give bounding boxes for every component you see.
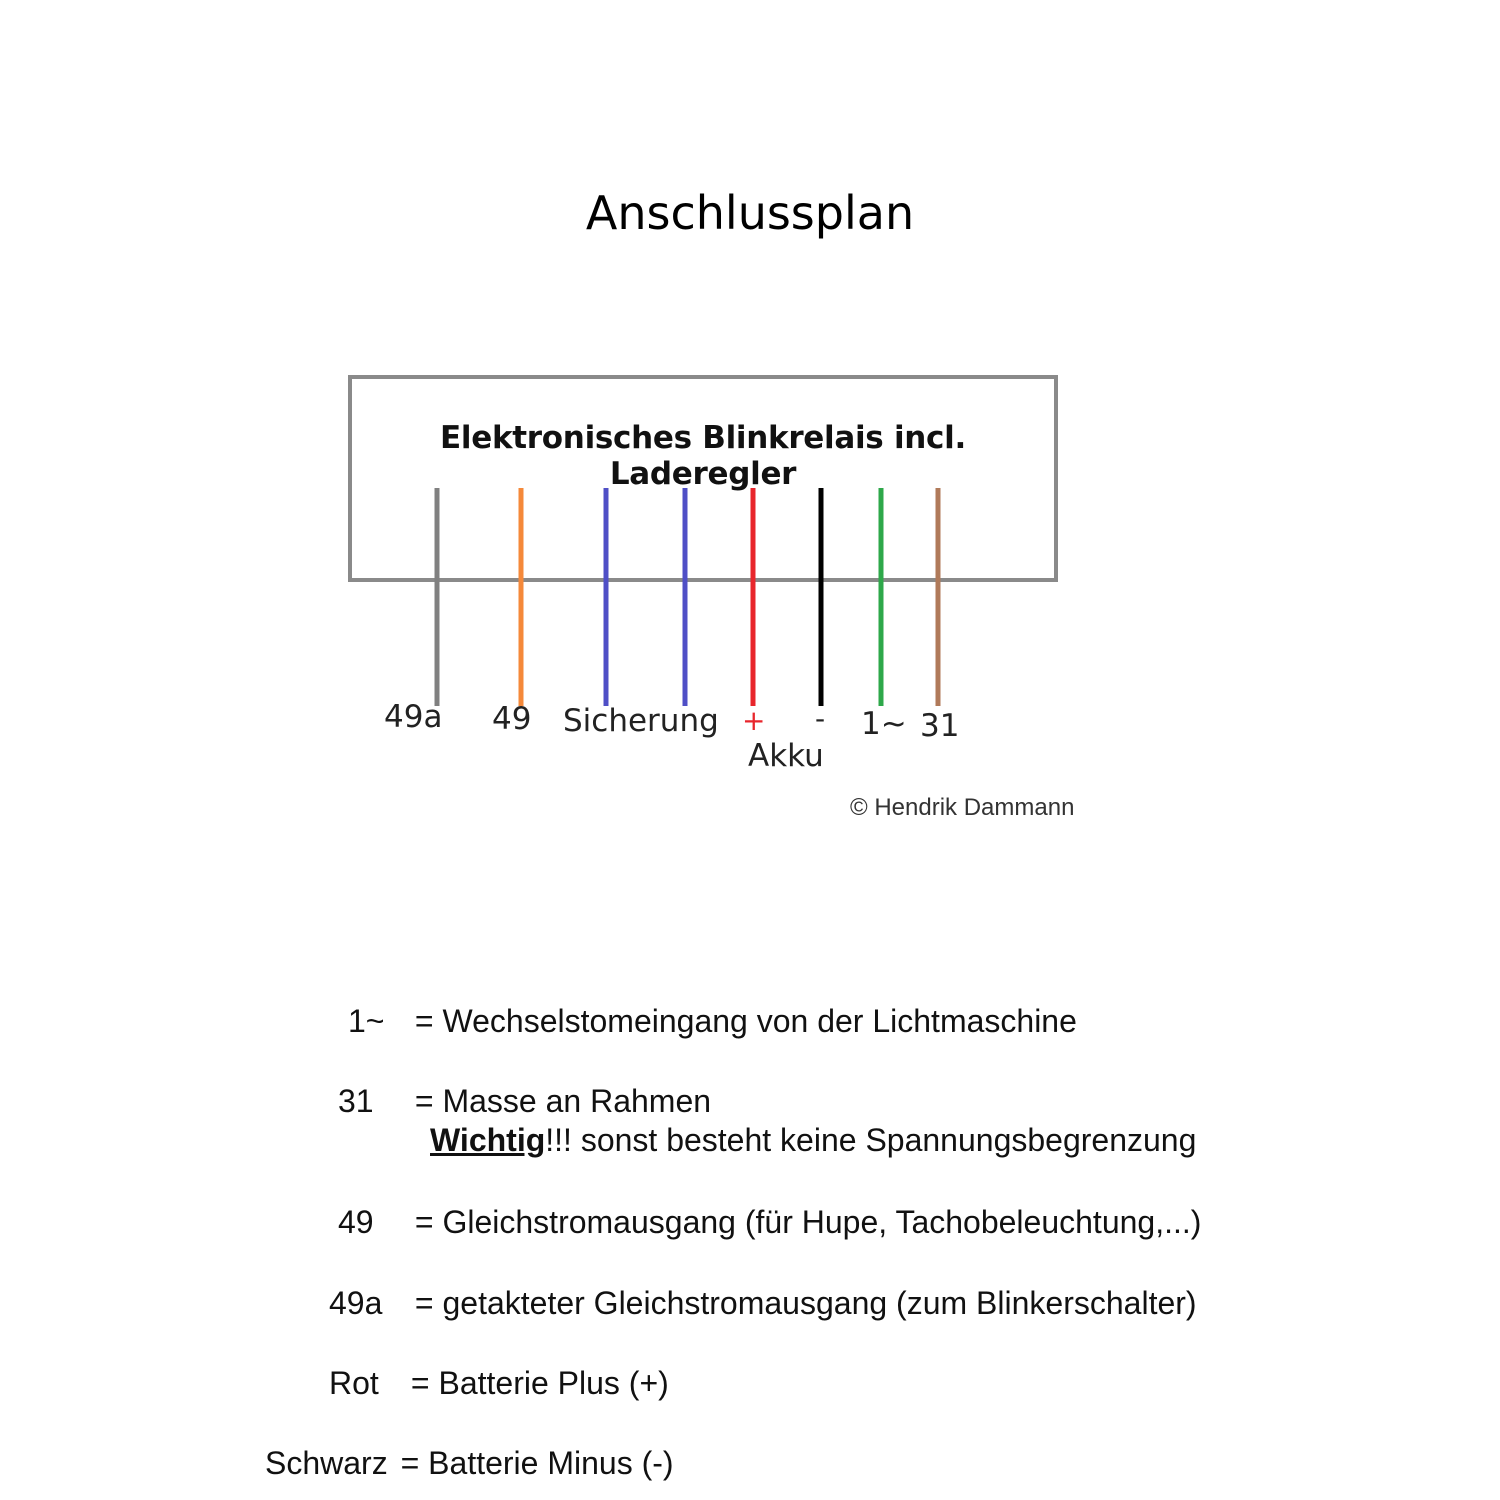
akku-label: Akku xyxy=(748,738,824,774)
legend-text: = Batterie Plus (+) xyxy=(410,1365,669,1401)
legend-text: = Batterie Minus (-) xyxy=(400,1445,674,1481)
legend-text: = Masse an Rahmen xyxy=(414,1083,712,1119)
wire-label-1-tilde: 1~ xyxy=(861,706,907,742)
relay-box-label: Elektronisches Blinkrelais incl. Laderegler xyxy=(440,420,966,492)
legend-row-49 xyxy=(338,1204,1201,1241)
legend-key: 31 xyxy=(338,1083,374,1119)
legend-text: = Gleichstromausgang (für Hupe, Tachobeleuchtung,...) xyxy=(414,1204,1202,1240)
legend-row-49a xyxy=(329,1285,1197,1322)
legend-row-1-tilde xyxy=(348,1003,1077,1040)
legend-key: Schwarz xyxy=(265,1445,388,1481)
legend-row-rot xyxy=(329,1365,669,1402)
page-title: Anschlussplan xyxy=(585,186,915,240)
legend-row-31 xyxy=(338,1083,711,1120)
wires-group xyxy=(437,488,938,706)
legend-note-text: !!! sonst besteht keine Spannungsbegrenzung xyxy=(545,1122,1197,1158)
wire-label-minus: - xyxy=(815,702,826,735)
wire-label-49a: 49a xyxy=(384,699,443,735)
legend-text: = Wechselstomeingang von der Lichtmaschine xyxy=(414,1003,1077,1039)
wire-label-31: 31 xyxy=(920,708,960,744)
legend-row-schwarz xyxy=(265,1445,674,1482)
legend-note-emphasis: Wichtig xyxy=(430,1122,546,1158)
legend-key: 1~ xyxy=(348,1003,385,1039)
legend-key: 49a xyxy=(329,1285,383,1321)
wire-label-49: 49 xyxy=(492,701,532,737)
wire-label-plus: + xyxy=(742,704,766,737)
wire-label-sicherung: Sicherung xyxy=(563,703,719,739)
legend-text: = getakteter Gleichstromausgang (zum Blinkerschalter) xyxy=(414,1285,1197,1321)
legend-key: 49 xyxy=(338,1204,374,1240)
legend-note xyxy=(430,1122,1196,1159)
legend-key: Rot xyxy=(329,1365,379,1401)
copyright-notice: © Hendrik Dammann xyxy=(850,794,1075,821)
